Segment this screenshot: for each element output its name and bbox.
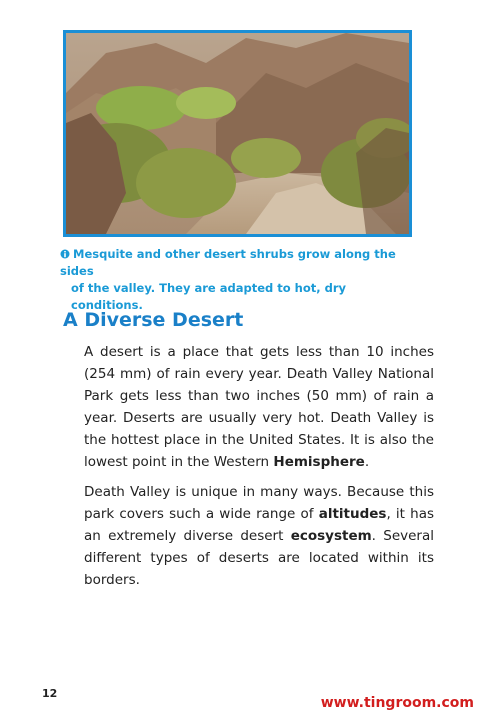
page-number: 12 [42, 687, 58, 700]
paragraph-2-text-b: , it has an extremely diverse desert [84, 506, 434, 544]
photo-caption [60, 246, 420, 314]
paragraph-1-text: A desert is a place that gets less than 10 inches (254 mm) of rain every year. Death Valley National Park gets less than two inches (50 mm) of rain a year. Deserts are usually very hot. Death Valley is the hottest place in the United States. It is also the lowest point in the Western [84, 344, 434, 470]
term-hemisphere: Hemisphere [273, 454, 365, 470]
caption-line-2: of the valley. They are adapted to hot, dry conditions. [71, 281, 346, 312]
paragraph-2 [64, 481, 434, 591]
valley-illustration [66, 33, 409, 234]
info-icon [60, 249, 70, 259]
section-heading: A Diverse Desert [63, 309, 244, 331]
paragraph-1 [64, 341, 434, 473]
paragraph-1-end: . [364, 454, 370, 470]
caption-line-1: Mesquite and other desert shrubs grow along the sides [60, 247, 396, 278]
paragraph-2-text-c: . Several different types of deserts are located within its borders. [84, 528, 435, 588]
term-ecosystem: ecosystem [290, 528, 372, 544]
paragraph-2-text-a: Death Valley is unique in many ways. Because this park covers such a wide range of [84, 484, 434, 522]
watermark: www.tingroom.com [320, 695, 474, 711]
desert-valley-photo [63, 30, 412, 237]
term-altitudes: altitudes [318, 506, 387, 522]
